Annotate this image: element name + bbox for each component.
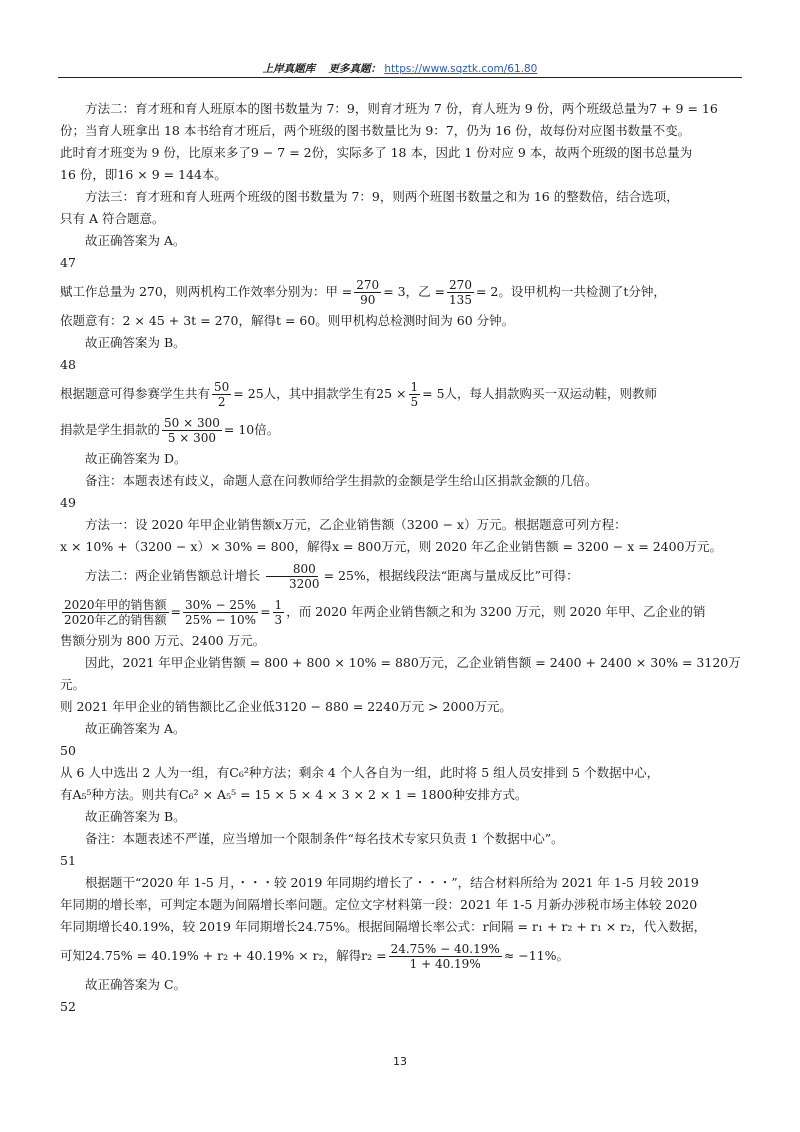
fraction: $\frac{50}{2}$ bbox=[214, 380, 230, 409]
q49-conclusion-line1: 因此，2021 年甲企业销售额 = 800 + 800 × 10% = 880万元，乙企业销售额 = 2400 + 2400 × 30% = 3120万元。 bbox=[60, 655, 741, 692]
fraction: $\frac{1}{3}$ bbox=[274, 598, 283, 627]
fraction: $\frac{1}{5}$ bbox=[410, 380, 419, 409]
fraction: $\frac{24.75\% - 40.19\%}{1 + 40.19\%}$ bbox=[390, 942, 500, 971]
fraction: $\frac{800}{3200}$ bbox=[262, 562, 322, 591]
fraction: $\frac{270}{90}$ bbox=[356, 278, 380, 307]
q49-ratio-line2: 售额分别为 800 万元、2400 万元。 bbox=[60, 633, 266, 648]
q46-method2-line4: 16 份，即16 × 9 = 144本。 bbox=[60, 167, 227, 182]
q46-method2-line2: 份；当育人班拿出 18 本书给育才班后，两个班级的图书数量比为 9：7，仍为 16 份，故每份对应图书数量不变。 bbox=[60, 123, 691, 138]
document-body bbox=[60, 98, 742, 1018]
q50-answer: 故正确答案为 B。 bbox=[85, 809, 186, 824]
header-divider bbox=[58, 77, 742, 78]
q50-note: 备注：本题表述不严谨，应当增加一个限制条件“每名技术专家只负责 1 个数据中心”。 bbox=[85, 831, 564, 846]
q48-line1: 根据题意可得参赛学生共有 $\frac{50}{2}$ = 25人，其中捐款学生有25 × $\frac{1}{5}$ = 5人，每人捐款购买一双运动鞋，则教师 bbox=[60, 380, 658, 409]
q49-method1-line2: x × 10% +（3200 − x）× 30% = 800，解得x = 800万元，则 2020 年乙企业销售额 = 3200 − x = 2400万元。 bbox=[60, 539, 723, 554]
page-number: 13 bbox=[393, 1055, 407, 1068]
q46-method2-line1: 方法二：育才班和育人班原本的图书数量为 7：9，则育才班为 7 份，育人班为 9 份，两个班级总量为7 + 9 = 16 bbox=[85, 101, 718, 116]
q50-number: 50 bbox=[60, 743, 76, 758]
q48-answer: 故正确答案为 D。 bbox=[85, 451, 187, 466]
q47-number: 47 bbox=[60, 255, 76, 270]
q49-ratio-line: $\frac{\text{2020年甲的销售额}}{\text{2020年乙的销售额}}$ = $\frac{30\% - 25\%}{25\% - 10\%}$ = $\frac{1}{3}$ ，而 2020 年两企业销售额之和为 3200 万元，则 2020 年甲、乙企业的销 bbox=[64, 598, 706, 627]
q46-method3-line1: 方法三：育才班和育人班两个班级的图书数量为 7：9，则两个班图书数量之和为 16 的整数倍，结合选项， bbox=[85, 189, 679, 204]
q51-answer: 故正确答案为 C。 bbox=[85, 977, 187, 992]
q49-conclusion-line2: 则 2021 年甲企业的销售额比乙企业低3120 − 880 = 2240万元 > 2000万元。 bbox=[60, 699, 512, 714]
q51-line1: 根据题干“2020 年 1-5 月，・・・较 2019 年同期约增长了・・・”，结合材料所给为 2021 年 1-5 月较 2019 bbox=[85, 875, 699, 890]
fraction: $\frac{270}{135}$ bbox=[449, 278, 472, 307]
q47-line2: 依题意有：2 × 45 + 3t = 270，解得t = 60。则甲机构总检测时间为 60 分钟。 bbox=[60, 313, 515, 328]
q47-line1: 赋工作总量为 270，则两机构工作效率分别为：甲 = $\frac{270}{90}$ = 3，乙 = $\frac{270}{135}$ = 2。设甲机构一共检测了t分钟， bbox=[60, 278, 666, 307]
q51-line2: 年同期的增长率，可判定本题为间隔增长率问题。定位文字材料第一段：2021 年 1-5 月新办涉税市场主体较 2020 bbox=[60, 897, 698, 912]
q46-answer: 故正确答案为 A。 bbox=[85, 233, 186, 248]
q48-number: 48 bbox=[60, 357, 76, 372]
q49-answer: 故正确答案为 A。 bbox=[85, 721, 186, 736]
q51-number: 51 bbox=[60, 853, 76, 868]
header-more-label: 更多真题： bbox=[328, 63, 382, 75]
header-url-link[interactable]: https://www.sqztk.com/61.80 bbox=[384, 63, 538, 75]
q46-method3-line2: 只有 A 符合题意。 bbox=[60, 211, 165, 226]
fraction: $\frac{50 \times 300}{5 \times 300}$ bbox=[164, 416, 220, 445]
q49-method1-line1: 方法一：设 2020 年甲企业销售额x万元，乙企业销售额（3200 − x）万元。根据题意可列方程： bbox=[85, 517, 627, 532]
q48-line2: 捐款是学生捐款的 $\frac{50 \times 300}{5 \times 300}$ = 10倍。 bbox=[60, 416, 280, 445]
q47-answer: 故正确答案为 B。 bbox=[85, 335, 186, 350]
q46-method2-line3: 此时育才班变为 9 份，比原来多了9 − 7 = 2份，实际多了 18 本，因此 1 份对应 9 本，故两个班级的图书总量为 bbox=[60, 145, 693, 160]
q48-note: 备注：本题表述有歧义，命题人意在问教师给学生捐款的金额是学生给山区捐款金额的几倍。 bbox=[85, 473, 598, 488]
q52-number: 52 bbox=[60, 999, 76, 1014]
fraction: $\frac{\text{2020年甲的销售额}}{\text{2020年乙的销售额}}$ bbox=[64, 598, 167, 627]
page-header bbox=[0, 61, 800, 76]
q51-line3: 年同期增长40.19%，较 2019 年同期增长24.75%。根据间隔增长率公式：r间隔 = r₁ + r₂ + r₁ × r₂，代入数据， bbox=[60, 919, 707, 934]
header-brand: 上岸真题库 bbox=[262, 63, 316, 75]
q50-line1: 从 6 人中选出 2 人为一组，有C₆²种方法；剩余 4 个人各自为一组，此时将 5 组人员安排到 5 个数据中心， bbox=[60, 765, 660, 780]
fraction: $\frac{30\% - 25\%}{25\% - 10\%}$ bbox=[185, 598, 257, 627]
q49-number: 49 bbox=[60, 495, 76, 510]
q49-method2-line1: 方法二：两企业销售额总计增长 $\frac{800}{3200}$ = 25%，根据线段法“距离与量成反比”可得： bbox=[85, 562, 579, 591]
q50-line2: 有A₅⁵种方法。则共有C₆² × A₅⁵ = 15 × 5 × 4 × 3 × 2 × 1 = 1800种安排方式。 bbox=[60, 787, 528, 802]
q51-line4: 可知24.75% = 40.19% + r₂ + 40.19% × r₂，解得r₂ = $\frac{24.75\% - 40.19\%}{1 + 40.19\%}$ ≈ −11%。 bbox=[60, 942, 569, 971]
